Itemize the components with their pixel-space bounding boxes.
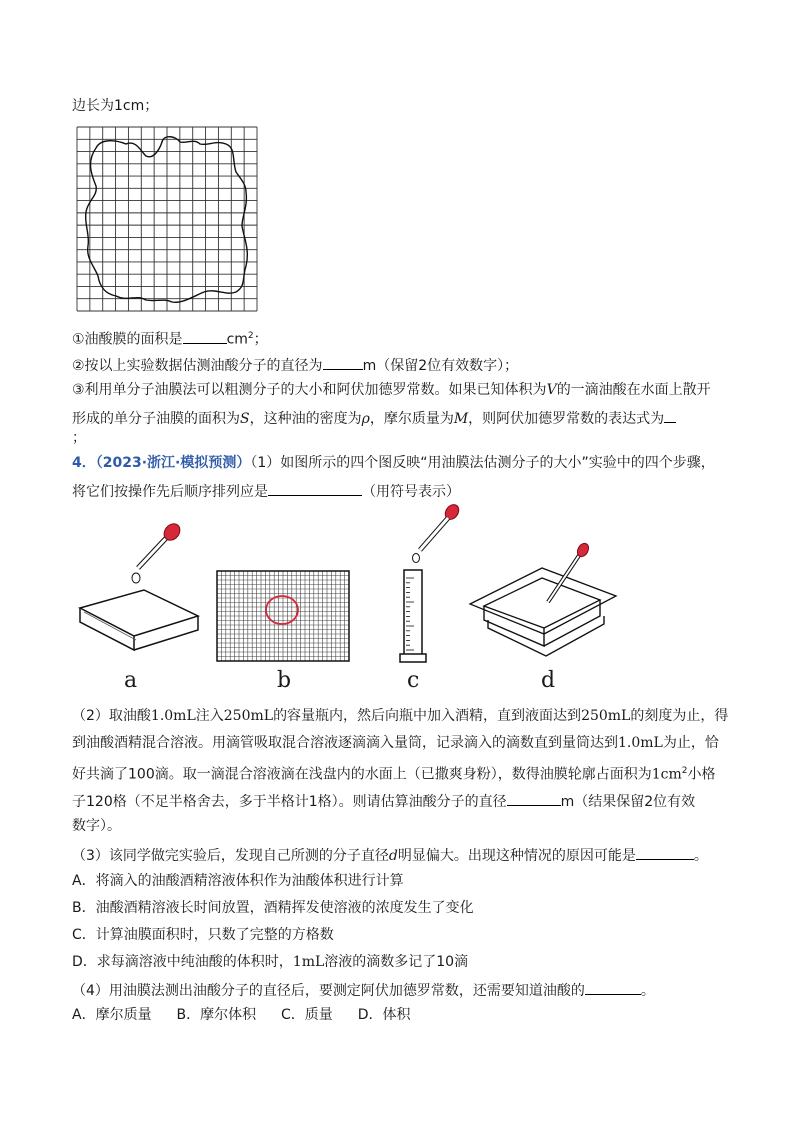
figure-b-grid-film (216, 570, 350, 662)
oil-film-circle (266, 596, 298, 624)
figure-label-b: b (277, 668, 292, 693)
p3-end: 。 (693, 848, 708, 864)
figure-label-c: c (407, 668, 420, 693)
item1-prefix: ①油酸膜的面积是 (72, 331, 183, 348)
side-length-text: 边长为1cm； (72, 98, 159, 114)
answer-blank-order[interactable] (268, 479, 362, 496)
item3-text-a: ③利用单分子油膜法可以粗测分子的大小和阿伏加德罗常数。如果已知体积为 (72, 382, 547, 398)
oil-film-grid-figure (76, 126, 258, 312)
option-c[interactable]: C．计算油膜面积时，只数了完整的方格数 (72, 927, 334, 943)
figure-a-tray-dropper (76, 520, 206, 670)
item3-text-d: ，这种油的密度为 (249, 411, 362, 427)
var-rho: ρ (361, 411, 370, 427)
p3-text-a: （3）该同学做完实验后，发现自己所测的分子直径 (72, 848, 389, 864)
p3-text-b: 明显偏大。出现这种情况的原因可能是 (397, 848, 636, 864)
figure-d-tray-glass-plate (468, 540, 618, 668)
var-M: M (453, 411, 469, 427)
p2-text-c2: 小格 (687, 766, 716, 783)
p4-end: 。 (640, 983, 655, 999)
option-d-text-b: 溶液的滴数多记了10滴 (324, 954, 469, 970)
q4-p2-line1 (72, 706, 728, 726)
value-1-0ml: 1.0mL (150, 708, 196, 724)
p4-text-a: （4）用油膜法测出油酸分子的直径后，要测定阿伏加德罗常数，还需要知道油酸的 (72, 983, 585, 999)
answer-blank-reason[interactable] (636, 843, 694, 860)
q3-item2 (72, 353, 518, 376)
p2-text-a4: 的刻度为止，得 (630, 708, 729, 724)
q4-p3-line (72, 843, 708, 866)
item3-text-e: ，摩尔质量为 (369, 411, 454, 427)
figure-c-cylinder-dropper (386, 504, 466, 666)
q4-line2 (72, 479, 460, 502)
item1-unit: cm (226, 331, 248, 348)
q4-p1-text-a: （1）如图所示的四个图反映“用油膜法估测分子的大小”实验中的四个步骤， (250, 455, 715, 471)
q4-p2-line5 (72, 816, 121, 836)
value-1cm2-sup: 2 (681, 766, 688, 776)
oil-film-outline (86, 137, 248, 303)
value-1-0ml-b: 1.0mL (618, 735, 663, 751)
p4-option-c[interactable]: C．质量 (281, 1007, 333, 1023)
var-S: S (240, 411, 250, 427)
q4-p1-text-b: 将它们按操作先后顺序排列应是 (72, 484, 268, 500)
p2-text-e: 数字）。 (72, 818, 121, 834)
answer-blank-diameter[interactable] (323, 353, 363, 370)
option-a[interactable]: A．将滴入的油酸酒精溶液体积作为油酸体积进行计算 (72, 873, 404, 889)
p2-text-a1: （2）取油酸 (72, 708, 151, 724)
item1-unit-sup: 2 (247, 331, 254, 341)
p4-option-b[interactable]: B．摩尔体积 (176, 1007, 257, 1023)
p2-text-d1: 子120格（不足半格舍去，多于半格计1格）。则请估算油酸分子的直径 (72, 794, 507, 810)
option-b[interactable]: B．油酸酒精溶液长时间放置，酒精挥发使溶液的浓度发生了变化 (72, 900, 474, 916)
p2-text-a3: 的容量瓶内，然后向瓶中加入酒精，直到液面达到 (273, 708, 582, 724)
option-d[interactable] (72, 952, 468, 972)
item3-text-f: ，则阿伏加德罗常数的表达式为 (468, 411, 665, 427)
item2-suffix: m（保留2位有效数字）； (362, 358, 519, 374)
p2-text-b2: 为止，恰 (662, 735, 719, 751)
q4-p2-line4 (72, 789, 695, 812)
answer-blank-avogadro[interactable] (664, 406, 676, 423)
value-1ml: 1mL (292, 954, 325, 970)
item3-end: ； (72, 430, 86, 446)
q4-p2-line3 (72, 761, 716, 785)
q4-p2-line2 (72, 733, 719, 753)
q3-item3-line1 (72, 380, 711, 400)
p2-text-d2: m（结果保留2位有效 (560, 794, 696, 810)
answer-blank-needed-quantity[interactable] (585, 978, 641, 995)
answer-blank-molecule-diameter[interactable] (507, 789, 561, 806)
figure-label-d: d (541, 668, 556, 693)
p2-text-a2: 注入 (195, 708, 224, 724)
p2-text-c1: 好共滴了100滴。取一滴混合溶液滴在浅盘内的水面上（已撒爽身粉），数得油膜轮廓占面积为 (72, 766, 652, 783)
item1-end: ； (253, 331, 268, 348)
p4-option-d[interactable]: D．体积 (357, 1007, 411, 1023)
q3-item1 (72, 326, 268, 350)
question-number: 4． (72, 455, 96, 471)
item3-text-c: 形成的单分子油膜的面积为 (72, 411, 240, 427)
value-1cm2: 1cm (651, 766, 682, 783)
p4-option-a[interactable]: A．摩尔质量 (72, 1007, 152, 1023)
var-V: V (546, 382, 557, 398)
item3-text-b: 的一滴油酸在水面上散开 (556, 382, 711, 398)
option-d-text-a: D．求每滴溶液中纯油酸的体积时， (72, 954, 293, 970)
figure-label-a: a (124, 668, 138, 693)
q4-p4-line (72, 978, 655, 1001)
q4-p4-options (72, 1005, 410, 1025)
intro-text (72, 96, 158, 116)
answer-blank-area[interactable] (183, 327, 227, 344)
item2-prefix: ②按以上实验数据估测油酸分子的直径为 (72, 358, 323, 374)
var-d: d (388, 848, 398, 864)
q3-item3-line2 (72, 406, 676, 429)
q4-p1-text-c: （用符号表示） (362, 484, 460, 500)
question-source-tag: （2023·浙江·模拟预测） (95, 455, 251, 471)
q3-item3-line3 (72, 428, 86, 448)
q4-line1 (72, 453, 715, 473)
value-250ml-b: 250mL (581, 708, 631, 724)
p2-text-b1: 到油酸酒精混合溶液。用滴管吸取混合溶液逐滴滴入量筒，记录滴入的滴数直到量筒达到 (72, 735, 618, 751)
value-250ml-a: 250mL (223, 708, 274, 724)
